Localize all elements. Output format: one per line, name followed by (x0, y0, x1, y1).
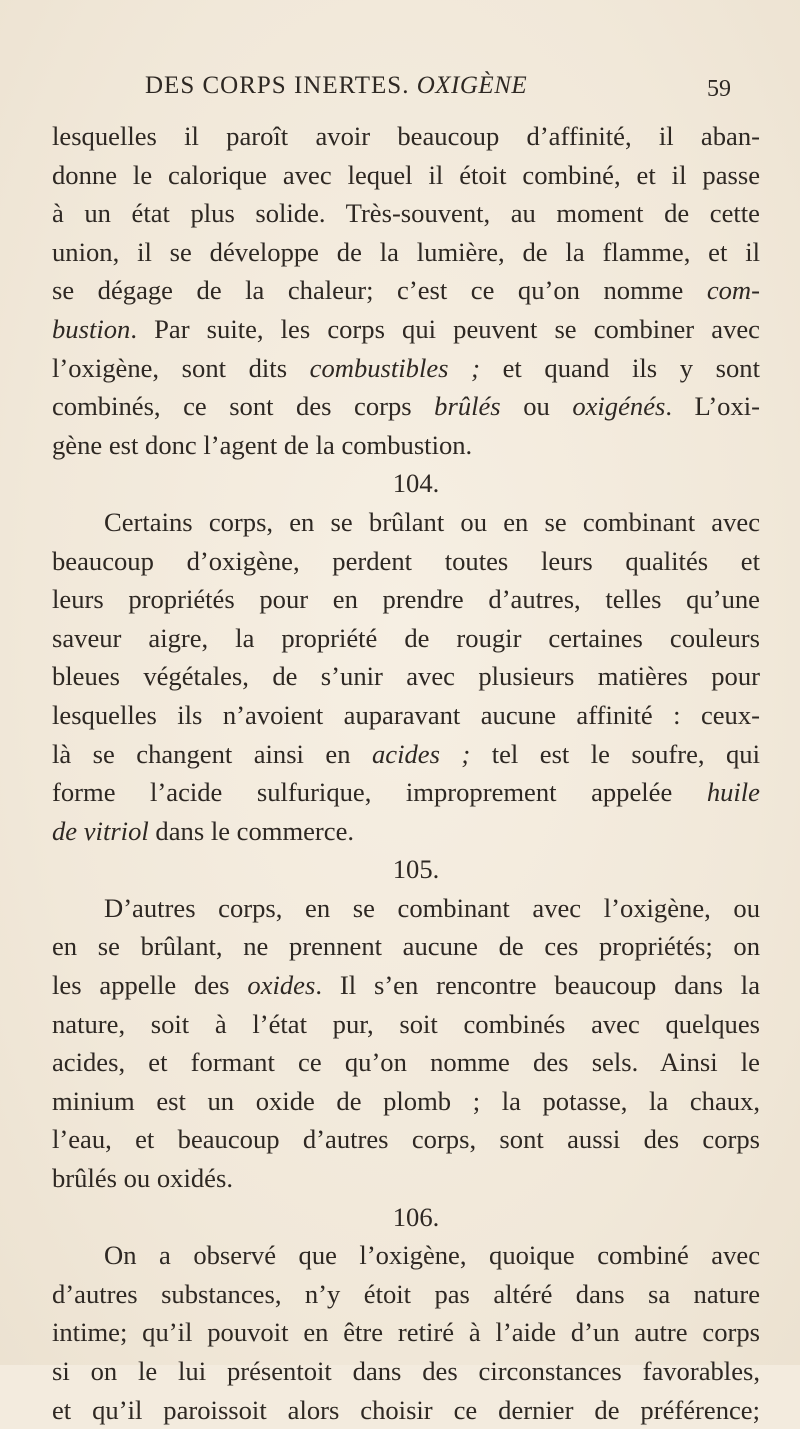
text-line: brûlés ou oxidés. (52, 1163, 233, 1194)
text-line: lesquelles ils n’avoient auparavant aucune affinité : ceux- (52, 699, 760, 730)
italic-term: huile (706, 777, 760, 808)
text-segment: dans le commerce. (155, 815, 355, 846)
text-line: en se brûlant, ne prennent aucune de ces propriétés; on (52, 931, 760, 962)
text-line (52, 349, 760, 388)
page-number: 59 (707, 76, 731, 102)
page-body (52, 117, 760, 1429)
text-line (52, 310, 760, 349)
text-line: lesquelles il paroît avoir beaucoup d’affinité, il aban- (52, 121, 760, 151)
page-header (0, 72, 800, 112)
text-line: d’autres substances, n’y étoit pas altéré dans sa nature (52, 1278, 760, 1309)
text-line (52, 773, 760, 812)
italic-term: brûlés (434, 391, 501, 422)
running-title-text: DES CORPS INERTES. (145, 72, 410, 99)
text-line: donne le calorique avec lequel il étoit combiné, et il passe (52, 159, 760, 190)
italic-term: oxigénés (572, 391, 666, 422)
text-line (52, 966, 760, 1005)
text-line: minium est un oxide de plomb ; la potasse, la chaux, (52, 1085, 760, 1116)
text-line: saveur aigre, la propriété de rougir certaines couleurs (52, 622, 760, 653)
text-line: l’eau, et beaucoup d’autres corps, sont aussi des corps (52, 1124, 760, 1155)
text-segment: . L’oxi- (665, 391, 761, 422)
text-line: Certains corps, en se brûlant ou en se combinant avec (104, 506, 760, 537)
text-line (52, 812, 760, 851)
text-segment: . Il s’en rencontre beaucoup dans la (315, 970, 760, 1001)
italic-term: oxides (247, 970, 316, 1001)
text-segment: là se changent ainsi en (52, 738, 351, 769)
text-line: D’autres corps, en se combinant avec l’oxigène, ou (104, 892, 760, 923)
section-number: 106. (392, 1201, 440, 1232)
text-line: intime; qu’il pouvoit en être retiré à l’aide d’un autre corps (52, 1317, 760, 1348)
text-line (52, 387, 760, 426)
text-segment: se dégage de la chaleur; c’est ce qu’on nomme (52, 275, 684, 306)
text-line: beaucoup d’oxigène, perdent toutes leurs qualités et (52, 545, 760, 576)
italic-term: acides ; (371, 738, 471, 769)
italic-term: combustibles ; (309, 352, 480, 383)
text-line: gène est donc l’agent de la combustion. (52, 429, 473, 460)
text-line: bleues végétales, de s’unir avec plusieurs matières pour (52, 661, 760, 692)
running-title-italic: OXIGÈNE (416, 72, 528, 99)
section-number: 105. (392, 854, 440, 885)
text-line (52, 271, 760, 310)
text-segment: ou (523, 391, 550, 422)
italic-term: bustion (52, 313, 131, 344)
text-segment: . Par suite, les corps qui peuvent se combiner avec (130, 313, 760, 344)
text-line (52, 735, 760, 774)
text-segment: forme l’acide sulfurique, improprement appelée (52, 777, 673, 808)
text-line: acides, et formant ce qu’on nomme des sels. Ainsi le (52, 1047, 760, 1078)
running-title (145, 72, 527, 100)
text-line: On a observé que l’oxigène, quoique combiné avec (104, 1240, 760, 1271)
text-line: nature, soit à l’état pur, soit combinés avec quelques (52, 1008, 760, 1039)
text-segment: les appelle des (52, 970, 230, 1001)
italic-term: de vitriol (52, 815, 149, 846)
section-number: 104. (392, 468, 440, 499)
text-line: leurs propriétés pour en prendre d’autres, telles qu’une (52, 584, 760, 615)
italic-term: com- (706, 275, 760, 306)
text-segment: et quand ils y sont (502, 352, 760, 383)
text-line: si on le lui présentoit dans des circonstances favorables, (52, 1356, 760, 1386)
text-line: union, il se développe de la lumière, de la flamme, et il (52, 236, 760, 267)
text-line: à un état plus solide. Très-souvent, au moment de cette (52, 198, 760, 229)
text-line: et qu’il paroissoit alors choisir ce dernier de préférence; (52, 1394, 760, 1425)
text-segment: tel est le soufre, qui (491, 738, 760, 769)
text-segment: l’oxigène, sont dits (52, 352, 288, 383)
text-segment: combinés, ce sont des corps (52, 391, 412, 422)
